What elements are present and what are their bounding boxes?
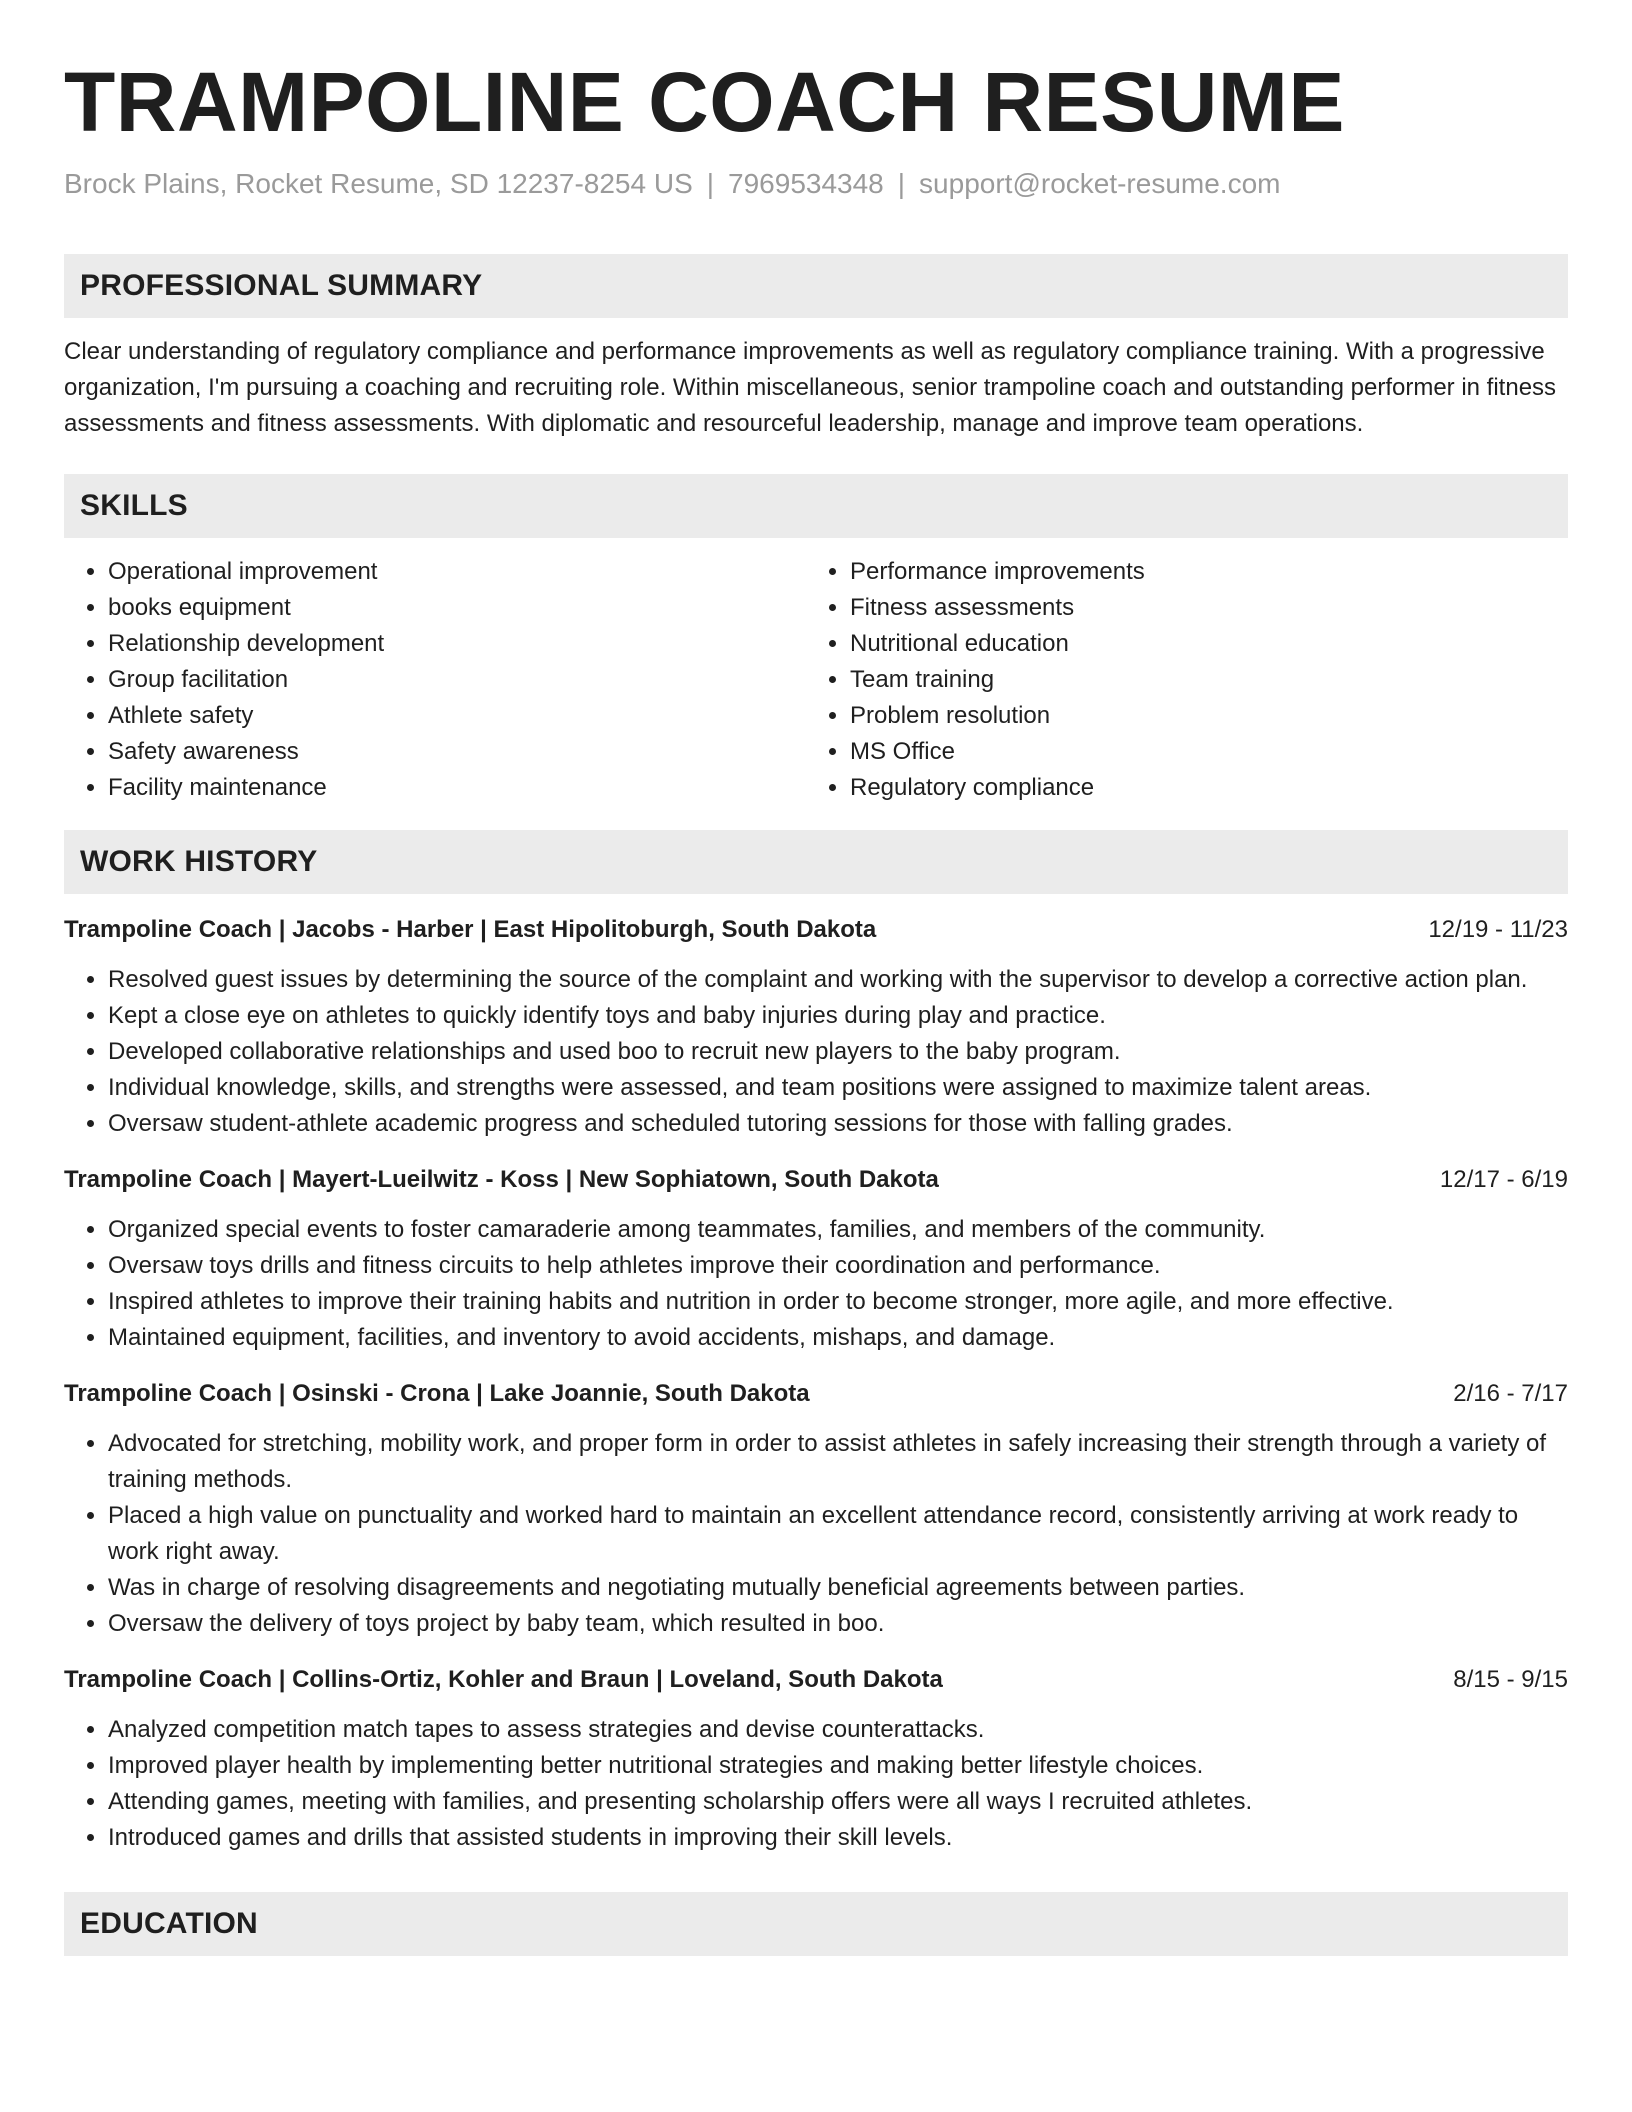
- job-header: [64, 1662, 1568, 1698]
- skill-item: • Relationship development: [108, 626, 806, 662]
- job-header: [64, 1376, 1568, 1412]
- contact-separator: |: [897, 168, 906, 199]
- job-dates: 12/17 - 6/19: [1439, 1166, 1568, 1193]
- skill-item: • Operational improvement: [108, 554, 806, 590]
- job-bullet: • Introduced games and drills that assisted students in improving their skill levels.: [108, 1820, 1568, 1856]
- job-bullet: • Organized special events to foster camaraderie among teammates, families, and members of the community.: [108, 1212, 1568, 1248]
- job-entry: [64, 912, 1568, 1142]
- job-title: Trampoline Coach | Jacobs - Harber | East Hipolitoburgh, South Dakota: [64, 916, 877, 943]
- contact-email: support@rocket-resume.com: [919, 168, 1281, 199]
- job-bullet: • Maintained equipment, facilities, and inventory to avoid accidents, mishaps, and damage.: [108, 1320, 1568, 1356]
- job-bullets: [64, 1712, 1568, 1856]
- skill-item: • Team training: [850, 662, 1548, 698]
- job-bullet: • Improved player health by implementing better nutritional strategies and making better lifestyle choices.: [108, 1748, 1568, 1784]
- job-bullet: • Inspired athletes to improve their training habits and nutrition in order to become stronger, more agile, and more effective.: [108, 1284, 1568, 1320]
- job-bullets: [64, 1212, 1568, 1356]
- skill-item: • Athlete safety: [108, 698, 806, 734]
- job-header: [64, 1162, 1568, 1198]
- job-dates: 8/15 - 9/15: [1453, 1666, 1568, 1693]
- job-dates: 12/19 - 11/23: [1428, 916, 1568, 943]
- job-bullet: • Oversaw the delivery of toys project by baby team, which resulted in boo.: [108, 1606, 1568, 1642]
- skill-item: • Safety awareness: [108, 734, 806, 770]
- job-entry: [64, 1162, 1568, 1356]
- job-entry: [64, 1376, 1568, 1642]
- job-bullet: • Advocated for stretching, mobility work, and proper form in order to assist athletes in safely increasing their strength through a variety of training methods.: [108, 1426, 1568, 1498]
- job-bullets: [64, 962, 1568, 1142]
- job-dates: 2/16 - 7/17: [1453, 1380, 1568, 1407]
- contact-line: [64, 166, 1568, 202]
- skill-item: • Facility maintenance: [108, 770, 806, 806]
- job-bullet: • Kept a close eye on athletes to quickly identify toys and baby injuries during play and practice.: [108, 998, 1568, 1034]
- job-bullet: • Resolved guest issues by determining the source of the complaint and working with the supervisor to develop a corrective action plan.: [108, 962, 1568, 998]
- job-header: [64, 912, 1568, 948]
- contact-phone: 7969534348: [728, 168, 884, 199]
- resume-title: TRAMPOLINE COACH RESUME: [64, 55, 1345, 149]
- summary-heading: PROFESSIONAL SUMMARY: [64, 254, 1568, 318]
- skills-heading: SKILLS: [64, 474, 1568, 538]
- skill-item: • Problem resolution: [850, 698, 1548, 734]
- skills-column-right: [806, 554, 1548, 806]
- education-heading: EDUCATION: [64, 1892, 1568, 1956]
- job-bullet: • Analyzed competition match tapes to assess strategies and devise counterattacks.: [108, 1712, 1568, 1748]
- skills-list: [64, 554, 1568, 806]
- summary-text: Clear understanding of regulatory compliance and performance improvements as well as regulatory compliance training. With a progressive organization, I'm pursuing a coaching and recruiting role. Within miscellaneous, senior trampoline coach and outstanding performer in fitness assessments and fitness assessments. With diplomatic and resourceful leadership, manage and improve team operations.: [64, 338, 1557, 437]
- job-title: Trampoline Coach | Osinski - Crona | Lake Joannie, South Dakota: [64, 1380, 810, 1407]
- skill-item: • books equipment: [108, 590, 806, 626]
- resume-page: [64, 0, 1568, 1956]
- job-bullets: [64, 1426, 1568, 1642]
- skill-item: • Group facilitation: [108, 662, 806, 698]
- job-bullet: • Oversaw student-athlete academic progress and scheduled tutoring sessions for those with falling grades.: [108, 1106, 1568, 1142]
- skill-item: • Fitness assessments: [850, 590, 1548, 626]
- job-bullet: • Placed a high value on punctuality and worked hard to maintain an excellent attendance record, consistently arriving at work ready to work right away.: [108, 1498, 1568, 1570]
- skills-column-left: [64, 554, 806, 806]
- job-bullet: • Attending games, meeting with families, and presenting scholarship offers were all ways I recruited athletes.: [108, 1784, 1568, 1820]
- job-entry: [64, 1662, 1568, 1856]
- work-history-heading: WORK HISTORY: [64, 830, 1568, 894]
- job-title: Trampoline Coach | Mayert-Lueilwitz - Koss | New Sophiatown, South Dakota: [64, 1166, 939, 1193]
- job-bullet: • Individual knowledge, skills, and strengths were assessed, and team positions were assigned to maximize talent areas.: [108, 1070, 1568, 1106]
- skill-item: • MS Office: [850, 734, 1548, 770]
- job-bullet: • Developed collaborative relationships and used boo to recruit new players to the baby program.: [108, 1034, 1568, 1070]
- skill-item: • Nutritional education: [850, 626, 1548, 662]
- job-title: Trampoline Coach | Collins-Ortiz, Kohler and Braun | Loveland, South Dakota: [64, 1666, 943, 1693]
- contact-address: Brock Plains, Rocket Resume, SD 12237-8254 US: [64, 168, 693, 199]
- job-bullet: • Was in charge of resolving disagreements and negotiating mutually beneficial agreements between parties.: [108, 1570, 1568, 1606]
- contact-separator: |: [706, 168, 715, 199]
- skill-item: • Regulatory compliance: [850, 770, 1548, 806]
- skill-item: • Performance improvements: [850, 554, 1548, 590]
- job-bullet: • Oversaw toys drills and fitness circuits to help athletes improve their coordination and performance.: [108, 1248, 1568, 1284]
